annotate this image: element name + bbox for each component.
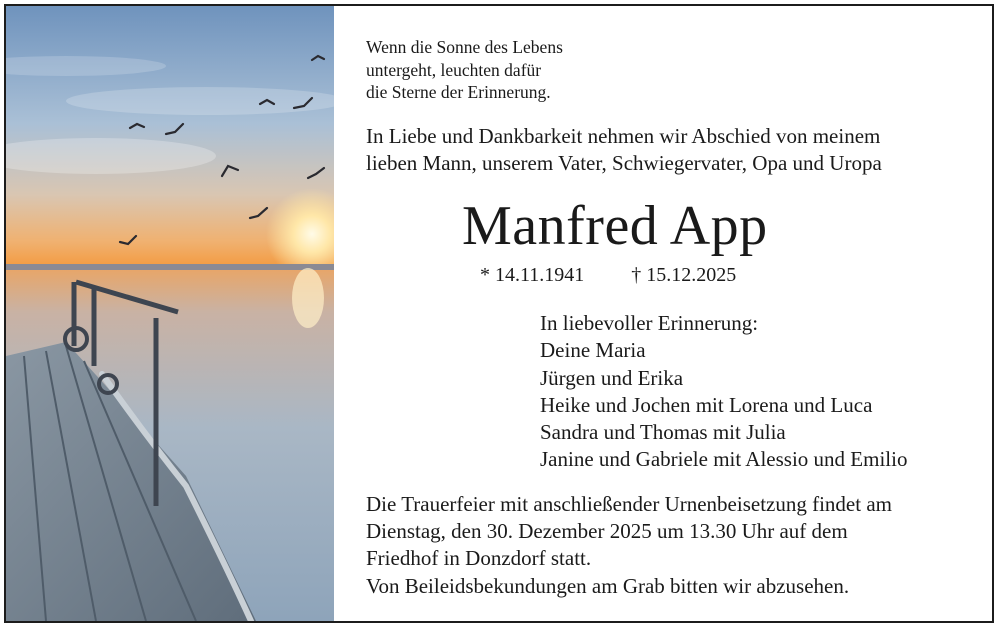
motto-quote bbox=[366, 36, 563, 104]
mourner-line: Sandra und Thomas mit Julia bbox=[540, 420, 786, 445]
mourners-heading: In liebevoller Erinnerung: bbox=[540, 311, 759, 335]
intro-line: In Liebe und Dankbarkeit nehmen wir Abschied von meinem bbox=[366, 124, 881, 148]
service-line: Dienstag, den 30. Dezember 2025 um 13.30 Uhr auf dem bbox=[366, 519, 848, 543]
condolence-note: Von Beileidsbekundungen am Grab bitten wir abzusehen. bbox=[366, 574, 850, 598]
service-line: Die Trauerfeier mit anschließender Urnenbeisetzung findet am bbox=[366, 492, 892, 516]
mourner-line: Heike und Jochen mit Lorena und Luca bbox=[540, 392, 873, 417]
mourner-line: Jürgen und Erika bbox=[540, 365, 684, 390]
life-dates bbox=[480, 262, 736, 288]
deceased-name: Manfred App bbox=[462, 195, 768, 257]
mourner-line: Deine Maria bbox=[540, 338, 646, 363]
mourners-list bbox=[540, 310, 907, 474]
mourner-line: Janine und Gabriele mit Alessio und Emilio bbox=[540, 447, 908, 472]
obituary-text bbox=[362, 6, 992, 621]
intro-line: lieben Mann, unserem Vater, Schwiegervater, Opa und Uropa bbox=[366, 151, 882, 175]
funeral-service-info bbox=[366, 491, 892, 572]
obituary-notice bbox=[4, 4, 994, 623]
motto-line: Wenn die Sonne des Lebens bbox=[366, 37, 563, 57]
service-line: Friedhof in Donzdorf statt. bbox=[366, 546, 592, 570]
birth-date: * 14.11.1941 bbox=[480, 264, 585, 286]
motto-line: untergeht, leuchten dafür bbox=[366, 59, 542, 80]
farewell-intro bbox=[366, 123, 882, 177]
sunset-pier-photo bbox=[6, 6, 334, 621]
death-date: † 15.12.2025 bbox=[631, 264, 737, 286]
motto-line: die Sterne der Erinnerung. bbox=[366, 82, 551, 102]
